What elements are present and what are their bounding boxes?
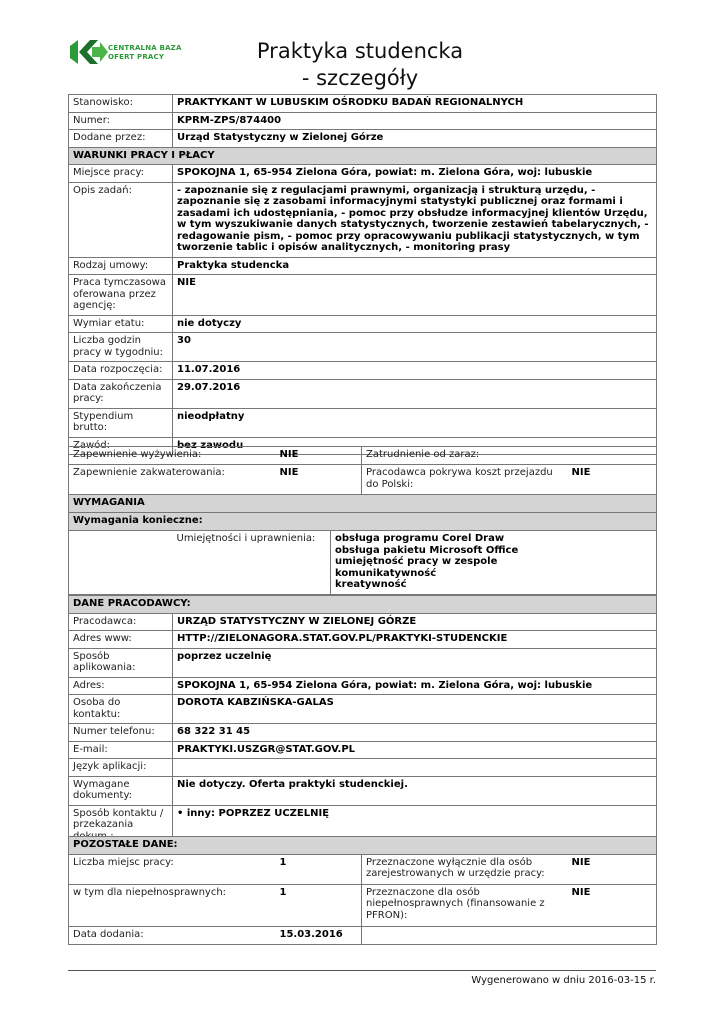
email-link[interactable]: PRAKTYKI.USZGR@STAT.GOV.PL: [173, 741, 657, 759]
wymagania-heading: WYMAGANIA: [69, 495, 657, 513]
logo-text: CENTRALNA BAZA OFERT PRACY: [108, 44, 182, 61]
row-opis: [69, 182, 657, 257]
wymiar-label: Wymiar etatu:: [69, 315, 173, 333]
umiejetnosci-list: [331, 531, 657, 595]
rozpoczecie-value: 11.07.2016: [173, 362, 657, 380]
sposob-label: Sposób aplikowania:: [69, 648, 173, 677]
zakwaterowanie-label: Zapewnienie zakwaterowania:: [69, 465, 276, 495]
row-numer: [69, 112, 657, 130]
row-data-dodania: [69, 926, 657, 944]
adres-label: Adres:: [69, 677, 173, 695]
skill-item: obsługa programu Corel Draw: [335, 533, 505, 544]
pracodawca-value: URZĄD STATYSTYCZNY W ZIELONEJ GÓRZE: [173, 613, 657, 631]
skill-item: obsługa pakietu Microsoft Office: [335, 544, 519, 556]
osoba-label: Osoba do kontaktu:: [69, 695, 173, 724]
row-pracodawca: [69, 613, 657, 631]
wymagania-konieczne-heading: Wymagania konieczne:: [69, 513, 657, 531]
osoba-value: DOROTA KABZIŃSKA-GALAS: [173, 695, 657, 724]
row-zakwaterowanie: [69, 465, 657, 495]
dokumenty-label: Wymagane dokumenty:: [69, 776, 173, 805]
kontakt-label: Sposób kontaktu / przekazania: [69, 805, 173, 846]
od-zaraz-label: Zatrudnienie od zaraz:: [362, 447, 568, 465]
row-osoba: [69, 695, 657, 724]
stypendium-label: Stypendium brutto:: [69, 408, 173, 437]
sposob-value: poprzez uczelnię: [173, 648, 657, 677]
section-warunki: [69, 147, 657, 165]
pracodawca-heading: DANE PRACODAWCY:: [69, 596, 657, 614]
adres-value: SPOKOJNA 1, 65-954 Zielona Góra, powiat: m. Zielona Góra, woj: lubuskie: [173, 677, 657, 695]
zarejestrowanych-label: Przeznaczone wyłącznie dla osób zarejestrowanych w urzędzie pracy:: [362, 854, 568, 884]
rozpoczecie-label: Data rozpoczęcia:: [69, 362, 173, 380]
miejsce-value: SPOKOJNA 1, 65-954 Zielona Góra, powiat: m. Zielona Góra, woj: lubuskie: [173, 165, 657, 183]
requirements-table: [68, 494, 657, 595]
zawod-value: bez zawodu: [173, 437, 657, 455]
jezyk-value: [173, 759, 657, 777]
row-miejsce: [69, 165, 657, 183]
tymczasowa-value: NIE: [173, 275, 657, 316]
kontakt-value: • inny: POPRZEZ UCZELNIĘ: [173, 805, 657, 846]
pfron-value: NIE: [568, 884, 657, 926]
row-umiejetnosci: [69, 531, 657, 595]
empty-cell: [362, 926, 568, 944]
stanowisko-label: Stanowisko:: [69, 95, 173, 113]
row-tymczasowa: [69, 275, 657, 316]
offer-details-table: [68, 94, 657, 455]
row-dodane-przez: [69, 130, 657, 148]
zawod-label: Zawód:: [69, 437, 173, 455]
wyzywienie-value: NIE: [276, 447, 362, 465]
data-dodania-value: 15.03.2016: [276, 926, 362, 944]
row-dokumenty: [69, 776, 657, 805]
page-title: Praktyka studencka - szczegóły: [256, 39, 464, 90]
opis-value: - zapoznanie się z regulacjami prawnymi, organizacją i strukturą urzędu, - zapoznanie się z zasobami informacyjnymi statystyki publicznej oraz formami i zasadami ich udostępniania, - pomoc przy obsłudze informacyjnej klientów Urzędu, w tym wyszukiwanie danych statystycznych, tworzenie zestawień tabelarycznych, - redagowanie pism, - pomoc przy opracowywaniu publikacji statystycznych, w tym tworzenie tablic i opisów analitycznych, - monitoring prasy: [173, 182, 657, 257]
row-wymiar: [69, 315, 657, 333]
empty-cell: [568, 926, 657, 944]
other-data-table: [68, 836, 657, 945]
rodzaj-label: Rodzaj umowy:: [69, 257, 173, 275]
niepelnosprawnych-value: 1: [276, 884, 362, 926]
row-telefon: [69, 724, 657, 742]
row-miejsca: [69, 854, 657, 884]
row-jezyk: [69, 759, 657, 777]
numer-value: KPRM-ZPS/874400: [173, 112, 657, 130]
niepelnosprawnych-label: w tym dla niepełnosprawnych:: [69, 884, 276, 926]
umiejetnosci-label: Umiejętności i uprawnienia:: [173, 531, 331, 595]
rodzaj-value: Praktyka studencka: [173, 257, 657, 275]
numer-label: Numer:: [69, 112, 173, 130]
zakonczenie-label: Data zakończenia pracy:: [69, 379, 173, 408]
warunki-heading: WARUNKI PRACY I PŁACY: [69, 147, 657, 165]
row-sposob: [69, 648, 657, 677]
wymiar-value: nie dotyczy: [173, 315, 657, 333]
zakonczenie-value: 29.07.2016: [173, 379, 657, 408]
zarejestrowanych-value: NIE: [568, 854, 657, 884]
row-zakonczenie: [69, 379, 657, 408]
godziny-value: 30: [173, 333, 657, 362]
miejsce-label: Miejsce pracy:: [69, 165, 173, 183]
stypendium-value: nieodpłatny: [173, 408, 657, 437]
www-label: Adres www:: [69, 631, 173, 649]
umiejetnosci-spacer: [69, 531, 173, 595]
row-rozpoczecie: [69, 362, 657, 380]
miejsca-label: Liczba miejsc pracy:: [69, 854, 276, 884]
www-link[interactable]: HTTP://ZIELONAGORA.STAT.GOV.PL/PRAKTYKI-STUDENCKIE: [173, 631, 657, 649]
row-stypendium: [69, 408, 657, 437]
od-zaraz-value: [568, 447, 657, 465]
row-rodzaj: [69, 257, 657, 275]
generated-date: Wygenerowano w dniu 2016-03-15 r.: [471, 975, 656, 986]
zakwaterowanie-value: NIE: [276, 465, 362, 495]
przejazd-value: NIE: [568, 465, 657, 495]
row-niepelnosprawnych: [69, 884, 657, 926]
row-www: [69, 631, 657, 649]
tymczasowa-label: Praca tymczasowa oferowana przez agencję:: [69, 275, 173, 316]
benefits-table: [68, 446, 657, 495]
pozostale-heading: POZOSTAŁE DANE:: [69, 837, 657, 855]
data-dodania-label: Data dodania:: [69, 926, 276, 944]
section-wymagania: [69, 495, 657, 513]
section-pozostale: [69, 837, 657, 855]
przejazd-label: Pracodawca pokrywa koszt przejazdu do Polski:: [362, 465, 568, 495]
footer-divider: [68, 970, 656, 971]
telefon-value: 68 322 31 45: [173, 724, 657, 742]
miejsca-value: 1: [276, 854, 362, 884]
pfron-label: Przeznaczone dla osób niepełnosprawnych (finansowanie z PFRON):: [362, 884, 568, 926]
jezyk-label: Język aplikacji:: [69, 759, 173, 777]
dokumenty-value: Nie dotyczy. Oferta praktyki studenckiej.: [173, 776, 657, 805]
section-pracodawca: [69, 596, 657, 614]
telefon-label: Numer telefonu:: [69, 724, 173, 742]
opis-label: Opis zadań:: [69, 182, 173, 257]
employer-table: [68, 595, 657, 846]
email-label: E-mail:: [69, 741, 173, 759]
row-godziny: [69, 333, 657, 362]
wyzywienie-label: Zapewnienie wyżywienia:: [69, 447, 276, 465]
skill-item: kreatywność: [335, 579, 407, 590]
stanowisko-value: PRAKTYKANT W LUBUSKIM OŚRODKU BADAŃ REGIONALNYCH: [173, 95, 657, 113]
dodane-przez-label: Dodane przez:: [69, 130, 173, 148]
row-email: [69, 741, 657, 759]
godziny-label: Liczba godzin pracy w tygodniu:: [69, 333, 173, 362]
pracodawca-label: Pracodawca:: [69, 613, 173, 631]
row-wyzywienie: [69, 447, 657, 465]
skill-item: umiejętność pracy w zespole: [335, 556, 498, 567]
section-wymagania-konieczne: [69, 513, 657, 531]
row-adres: [69, 677, 657, 695]
row-stanowisko: [69, 95, 657, 113]
skill-item: komunikatywność: [335, 567, 437, 579]
dodane-przez-value: Urząd Statystyczny w Zielonej Górze: [173, 130, 657, 148]
